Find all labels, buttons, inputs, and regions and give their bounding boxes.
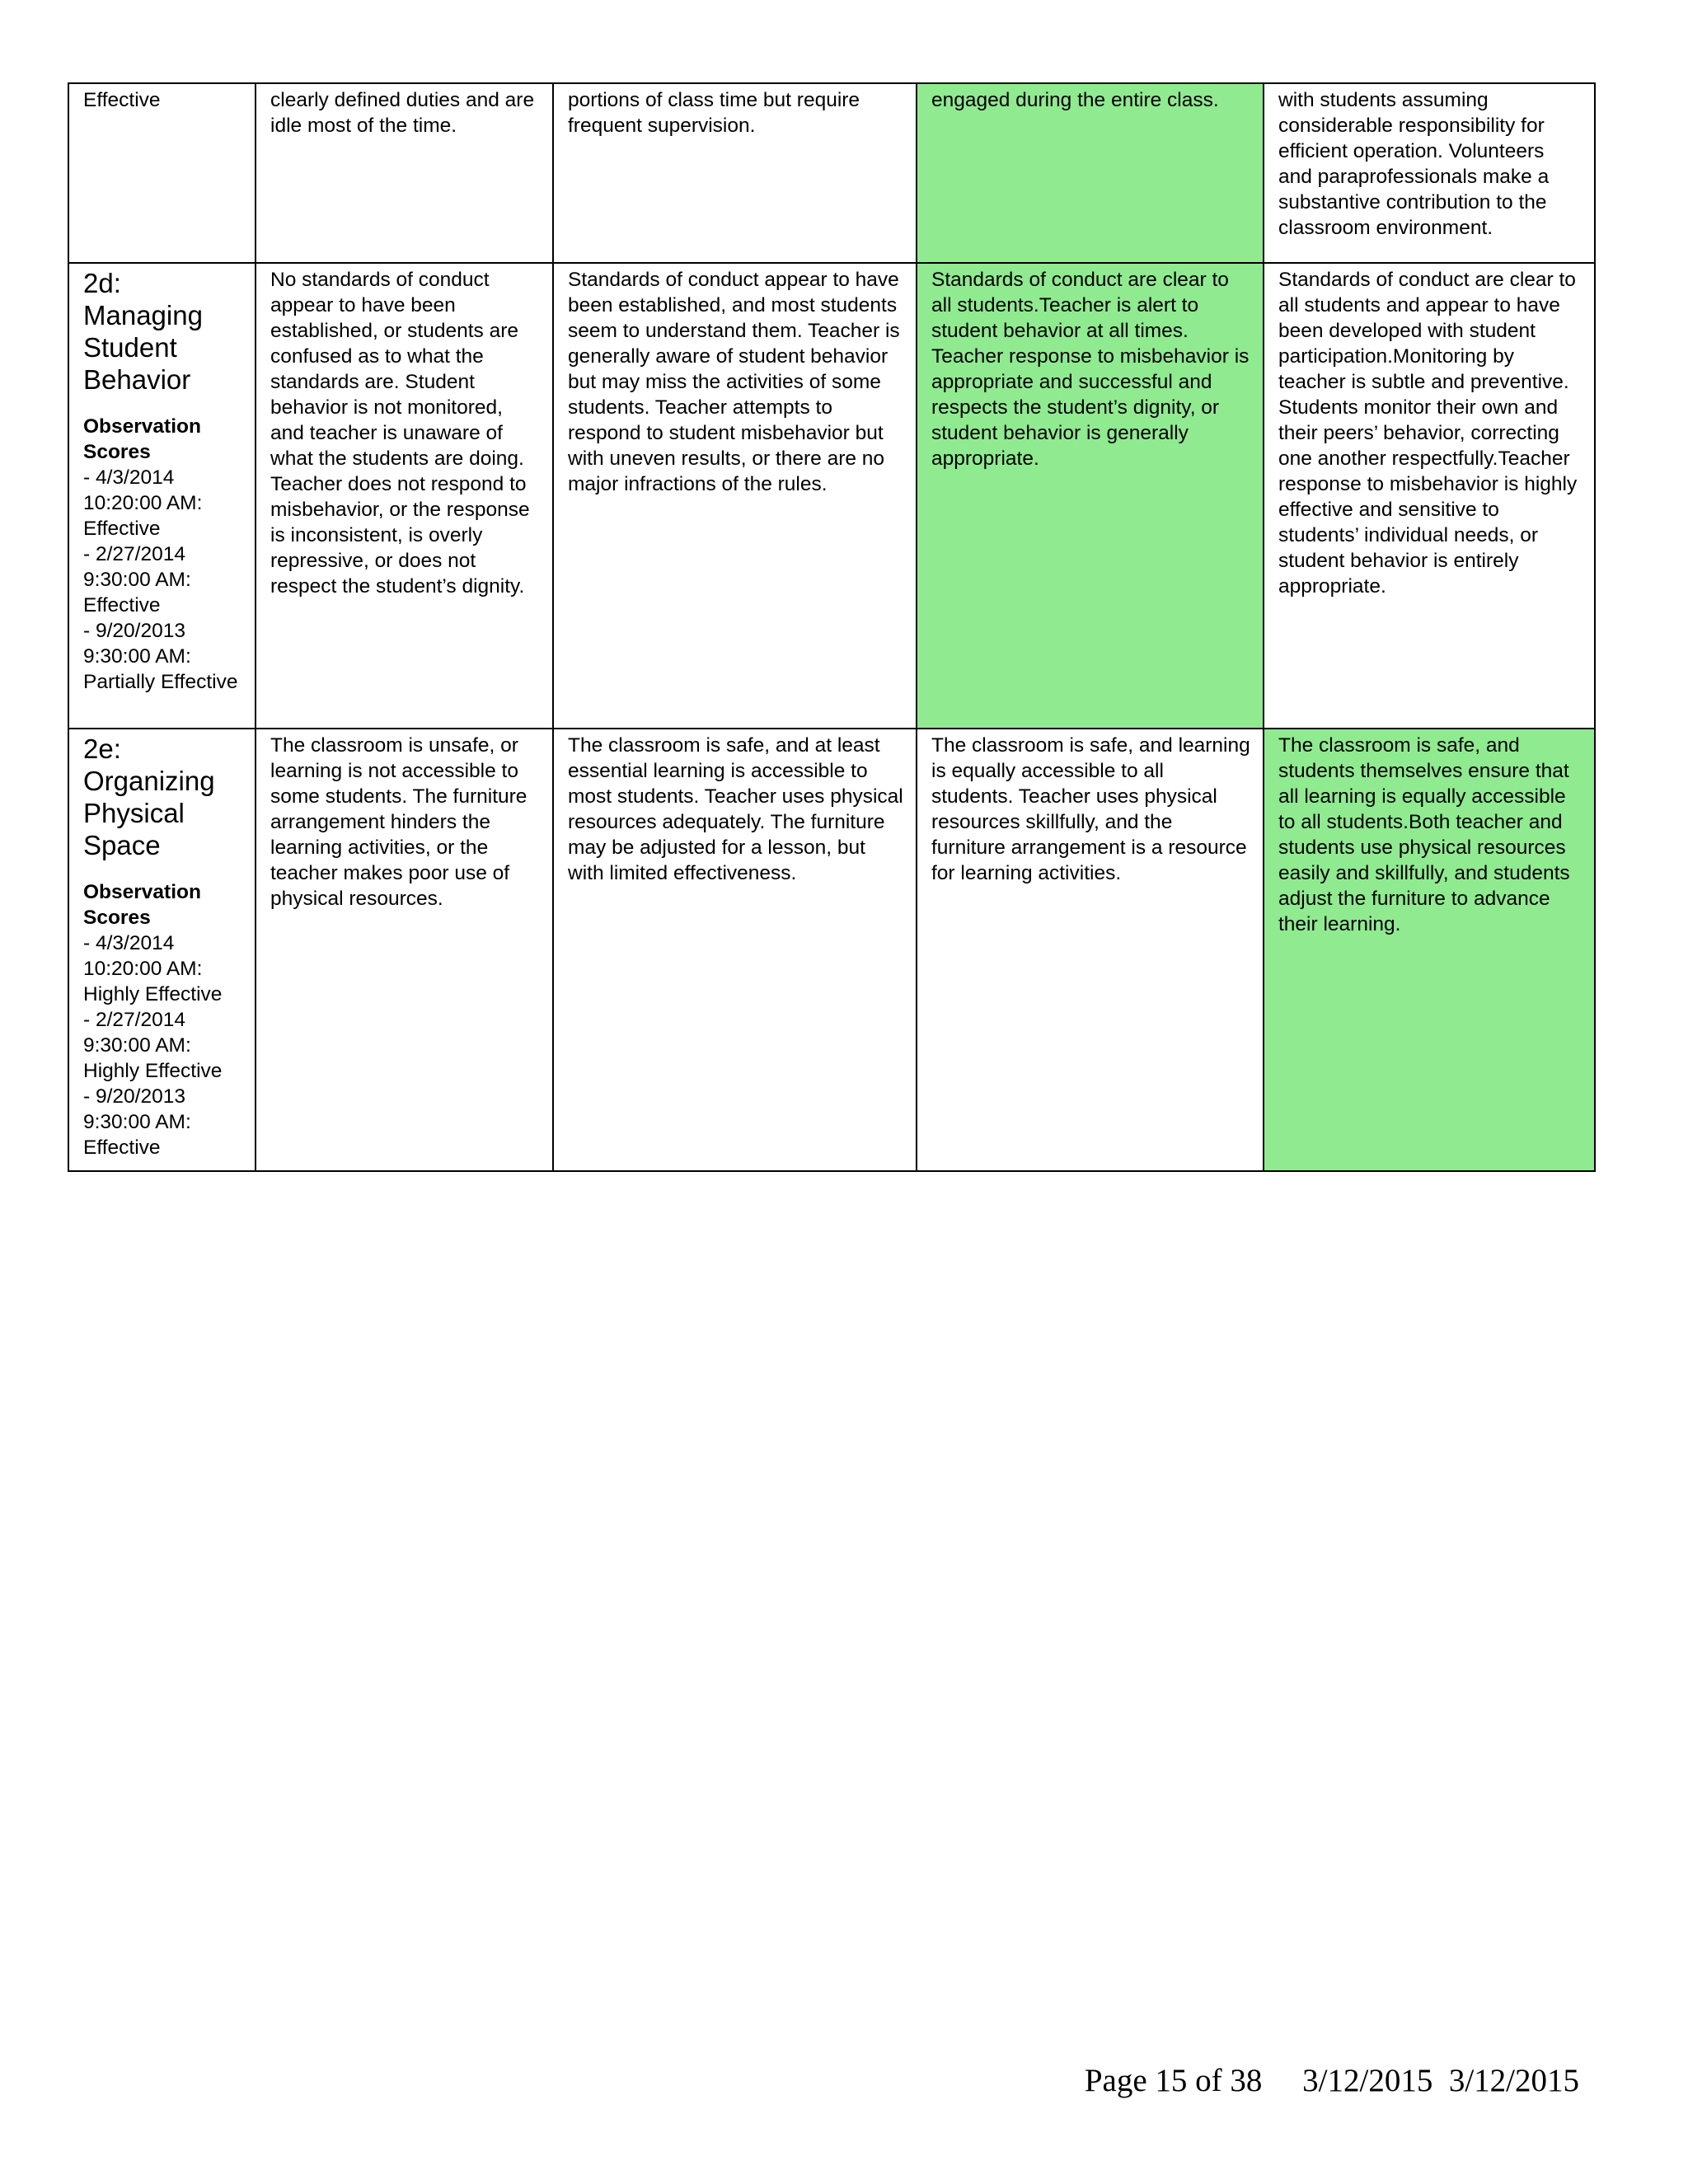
footer-date: 3/12/2015: [1448, 2063, 1579, 2098]
footer-date: 3/12/2015: [1302, 2063, 1433, 2098]
page-footer: [1085, 2062, 1579, 2100]
component-code: 2e:: [83, 733, 121, 764]
page-number: Page 15 of 38: [1084, 2063, 1263, 2098]
level-description: The classroom is safe, and at least essential learning is accessible to most students. Teacher uses physical resources adequately. The furniture may be adjusted for a lesson, but with limited effectiveness.: [568, 734, 903, 884]
score-line: Effective: [83, 1137, 161, 1159]
level-description: The classroom is safe, and learning is equally accessible to all students. Teacher uses physical resources skillfully, and the furniture arrangement is a resource for learning activities.: [931, 734, 1250, 884]
component-code: 2d:: [83, 268, 121, 298]
level-cell-ineffective: [256, 729, 553, 1171]
component-label-cell: [68, 263, 256, 729]
score-line: 9:30:00 AM:: [83, 569, 191, 591]
score-line: - 4/3/2014: [83, 466, 175, 489]
score-line: 9:30:00 AM:: [83, 1034, 191, 1057]
level-cell-ineffective: [256, 263, 553, 729]
level-cell-partially-effective: [553, 729, 917, 1171]
level-cell-partially-effective: [553, 263, 917, 729]
score-line: - 9/20/2013: [83, 620, 185, 642]
score-line: - 4/3/2014: [83, 932, 175, 954]
score-line: 9:30:00 AM:: [83, 645, 191, 668]
level-description: engaged during the entire class.: [931, 89, 1219, 111]
score-line: - 2/27/2014: [83, 1009, 185, 1031]
level-cell-ineffective: [256, 83, 553, 263]
score-line: Effective: [83, 518, 161, 540]
rubric-table: [68, 82, 1596, 1172]
rubric-row-2e: [68, 729, 1595, 1171]
level-description: The classroom is unsafe, or learning is not accessible to some students. The furniture arrangement hinders the learning activities, or the teacher makes poor use of physical resources.: [270, 734, 528, 910]
score-line: Highly Effective: [83, 983, 223, 1005]
score-continuation: Effective: [83, 89, 161, 111]
component-title: Managing Student Behavior: [83, 300, 203, 395]
level-description: The classroom is safe, and students themselves ensure that all learning is equally accessible to all students.Both teacher and students use physical resources easily and skillfully, and students adjust the furniture to advance their learning.: [1278, 734, 1570, 935]
level-description: portions of class time but require frequent supervision.: [568, 89, 860, 137]
level-cell-effective: [917, 263, 1264, 729]
observation-scores-label: Observation Scores: [83, 881, 201, 929]
score-line: 10:20:00 AM:: [83, 492, 203, 514]
rubric-row-2d: [68, 263, 1595, 729]
score-line: 9:30:00 AM:: [83, 1111, 191, 1133]
level-cell-highly-effective: [1264, 729, 1595, 1171]
level-cell-effective: [917, 83, 1264, 263]
level-description: with students assuming considerable responsibility for efficient operation. Volunteers and paraprofessionals make a substantive contribution to the classroom environment.: [1278, 89, 1550, 239]
observation-scores-label: Observation Scores: [83, 415, 201, 463]
score-line: Highly Effective: [83, 1060, 223, 1082]
level-cell-partially-effective: [553, 83, 917, 263]
score-line: Partially Effective: [83, 671, 238, 693]
level-description: Standards of conduct appear to have been established, and most students seem to understand them. Teacher is generally aware of student behavior but may miss the activities of some students. Teacher attempts to respond to student misbehavior but with uneven results, or there are no major infractions of the rules.: [568, 269, 900, 495]
score-line: 10:20:00 AM:: [83, 958, 203, 980]
component-label-cell: [68, 83, 256, 263]
score-line: Effective: [83, 594, 161, 616]
component-label-cell: [68, 729, 256, 1171]
score-line: - 2/27/2014: [83, 543, 185, 565]
level-description: No standards of conduct appear to have been established, or students are confused as to what the standards are. Student behavior is not monitored, and teacher is unaware of what the students are doing. Teacher does not respond to misbehavior, or the response is inconsistent, is overly repressive, or does not respect the student’s dignity.: [270, 269, 530, 598]
level-cell-highly-effective: [1264, 263, 1595, 729]
rubric-row-continued: [68, 83, 1595, 263]
component-title: Organizing Physical Space: [83, 766, 215, 860]
level-cell-effective: [917, 729, 1264, 1171]
level-description: Standards of conduct are clear to all students.Teacher is alert to student behavior at all times. Teacher response to misbehavior is appropriate and successful and respects the student’s dignity, or student behavior is generally appropriate.: [931, 269, 1250, 470]
level-description: clearly defined duties and are idle most of the time.: [270, 89, 535, 137]
score-line: - 9/20/2013: [83, 1085, 185, 1108]
level-cell-highly-effective: [1264, 83, 1595, 263]
level-description: Standards of conduct are clear to all students and appear to have been developed with student participation.Monitoring by teacher is subtle and preventive. Students monitor their own and their peers’ behavior, correcting one another respectfully.Teacher response to misbehavior is highly effective and sensitive to students’ individual needs, or student behavior is entirely appropriate.: [1278, 269, 1578, 598]
